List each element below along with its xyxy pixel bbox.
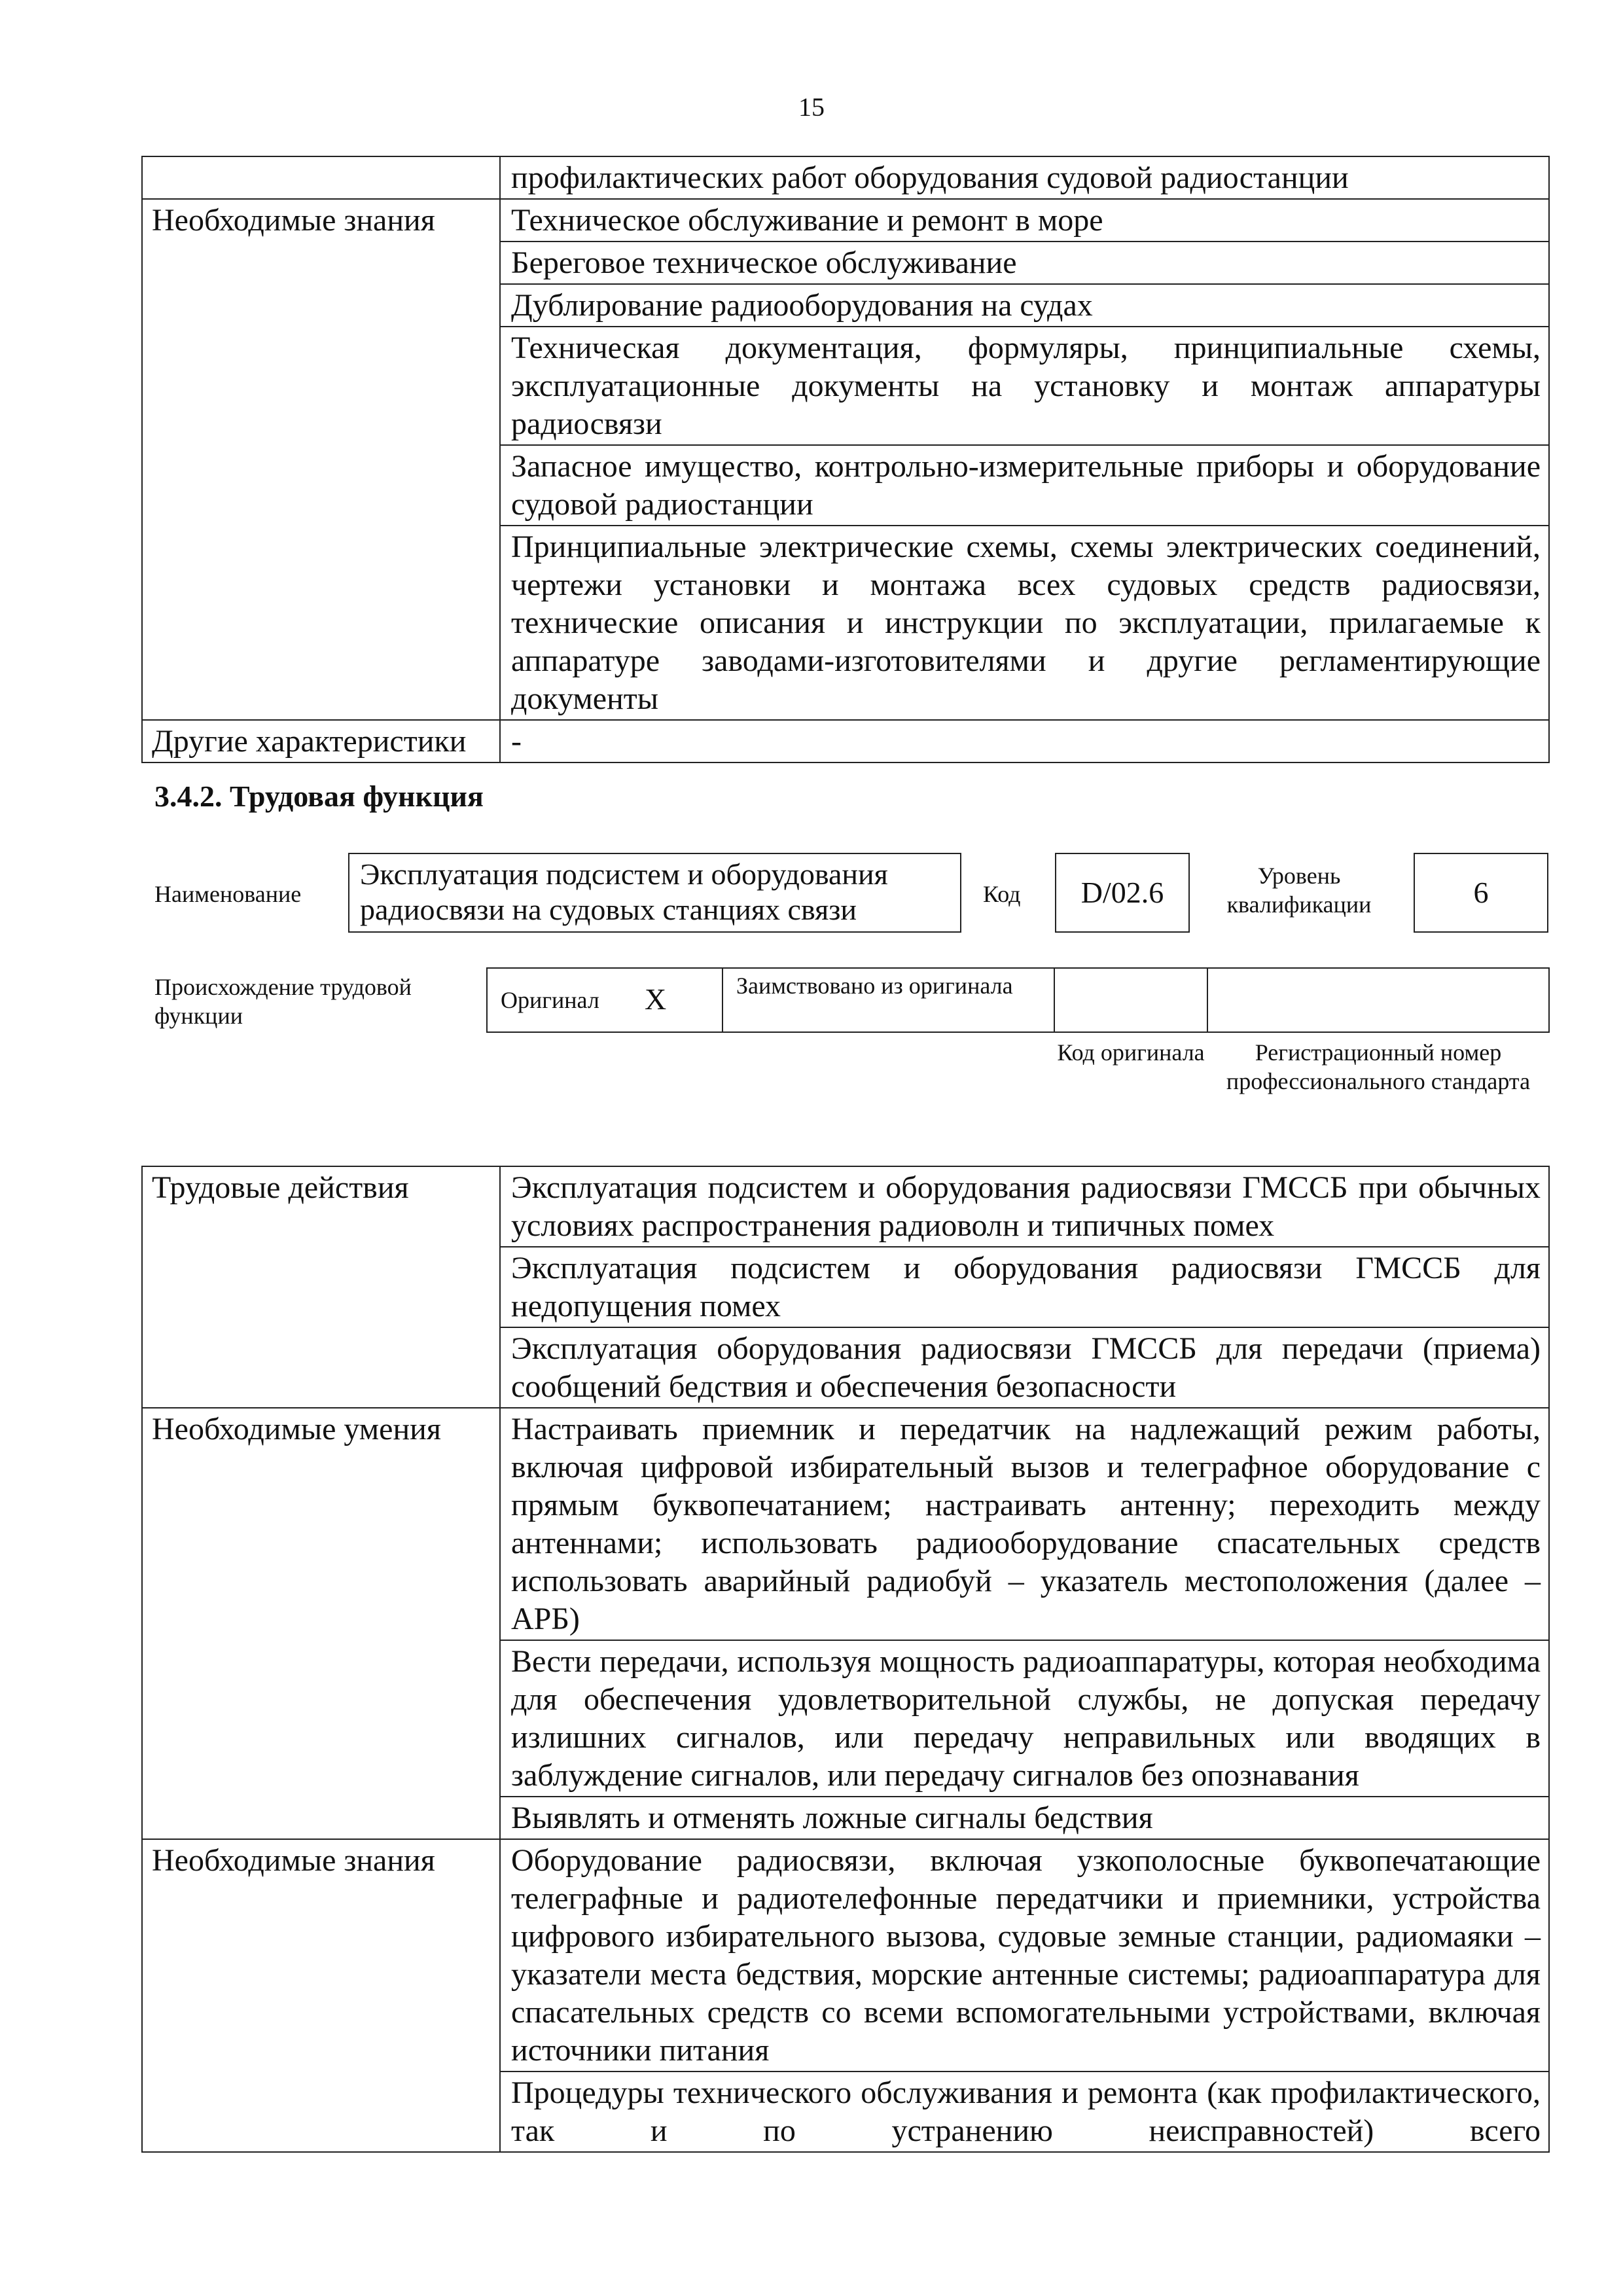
row-item: Процедуры технического обслуживания и ремонта (как профилактического, так и по устранению неисправностей) всего	[500, 2072, 1549, 2152]
table-row	[142, 199, 1549, 242]
original-mark: X	[645, 982, 667, 1016]
code-label: Код	[983, 881, 1021, 907]
row-item: Дублирование радиооборудования на судах	[500, 284, 1549, 327]
code-value-box: D/02.6	[1055, 853, 1190, 933]
reg-number-caption: Регистрационный номер профессионального стандарта	[1226, 1039, 1531, 1094]
row-item: профилактических работ оборудования судовой радиостанции	[500, 156, 1549, 199]
row-item: Техническое обслуживание и ремонт в море	[500, 199, 1549, 242]
row-label: Необходимые знания	[142, 1839, 500, 2152]
row-label: Другие характеристики	[142, 720, 500, 762]
row-item: Техническая документация, формуляры, принципиальные схемы, эксплуатационные документы на установку и монтаж аппаратуры радиосвязи	[500, 327, 1549, 445]
row-item: Эксплуатация подсистем и оборудования радиосвязи ГМССБ для недопущения помех	[500, 1247, 1549, 1327]
original-label: Оригинал	[501, 987, 599, 1013]
row-item: Принципиальные электрические схемы, схемы электрических соединений, чертежи установки и монтажа всех судовых средств радиосвязи, технические описания и инструкции по эксплуатации, прилагаемые к аппаратуре заводами-изготовителями и другие регламентирующие документы	[500, 526, 1549, 720]
row-label: Необходимые умения	[142, 1408, 500, 1839]
name-label: Наименование	[154, 881, 302, 907]
row-label: Необходимые знания	[142, 199, 500, 720]
row-item: Настраивать приемник и передатчик на надлежащий режим работы, включая цифровой избирательный вызов и телеграфное оборудование с прямым буквопечатанием; настраивать антенну; переходить между антеннами; использовать радиооборудование спасательных средств использовать аварийный радиобуй – указатель местоположения (далее – АРБ)	[500, 1408, 1549, 1640]
row-item: Береговое техническое обслуживание	[500, 242, 1549, 284]
level-label: Уровень квалификации	[1226, 863, 1372, 918]
knowledge-table-continued	[141, 156, 1550, 763]
level-value-box: 6	[1414, 853, 1548, 933]
labor-function-table	[141, 1166, 1550, 2153]
borrowed-cell: Заимствовано из оригинала	[722, 967, 1055, 1033]
row-item: Эксплуатация подсистем и оборудования радиосвязи ГМССБ при обычных условиях распространения радиоволн и типичных помех	[500, 1166, 1549, 1247]
function-name-box: Эксплуатация подсистем и оборудования радиосвязи на судовых станциях связи	[348, 853, 961, 933]
row-label: Трудовые действия	[142, 1166, 500, 1408]
row-item: Вести передачи, используя мощность радиоаппаратуры, которая необходима для обеспечения удовлетворительной службы, не допуская передачу излишних сигналов, или передачу неправильных или вводящих в заблуждение сигналов, или передачу сигналов без опознавания	[500, 1640, 1549, 1797]
row-item: Оборудование радиосвязи, включая узкополосные буквопечатающие телеграфные и радиотелефонные передатчики и приемники, устройства цифрового избирательного вызова, судовые земные станции, радиомаяки – указатели места бедствия, морские антенные системы; радиоаппаратура для спасательных средств со всеми вспомогательными устройствами, включая источники питания	[500, 1839, 1549, 2072]
table-row	[142, 1166, 1549, 1247]
origin-code-caption: Код оригинала	[1057, 1039, 1205, 1066]
origin-label: Происхождение трудовой функции	[154, 974, 412, 1029]
page-number: 15	[798, 92, 825, 122]
row-item: -	[500, 720, 1549, 762]
reg-number-cell	[1207, 967, 1550, 1033]
table-row	[142, 1839, 1549, 2072]
table-row	[142, 1408, 1549, 1640]
table-row	[142, 720, 1549, 762]
section-heading: 3.4.2. Трудовая функция	[154, 780, 484, 813]
row-item: Эксплуатация оборудования радиосвязи ГМССБ для передачи (приема) сообщений бедствия и обеспечения безопасности	[500, 1327, 1549, 1408]
table-row	[142, 156, 1549, 199]
origin-code-cell	[1054, 967, 1208, 1033]
row-item: Запасное имущество, контрольно-измерительные приборы и оборудование судовой радиостанции	[500, 445, 1549, 526]
row-item: Выявлять и отменять ложные сигналы бедствия	[500, 1797, 1549, 1839]
original-cell	[486, 967, 723, 1033]
row-label	[142, 156, 500, 199]
